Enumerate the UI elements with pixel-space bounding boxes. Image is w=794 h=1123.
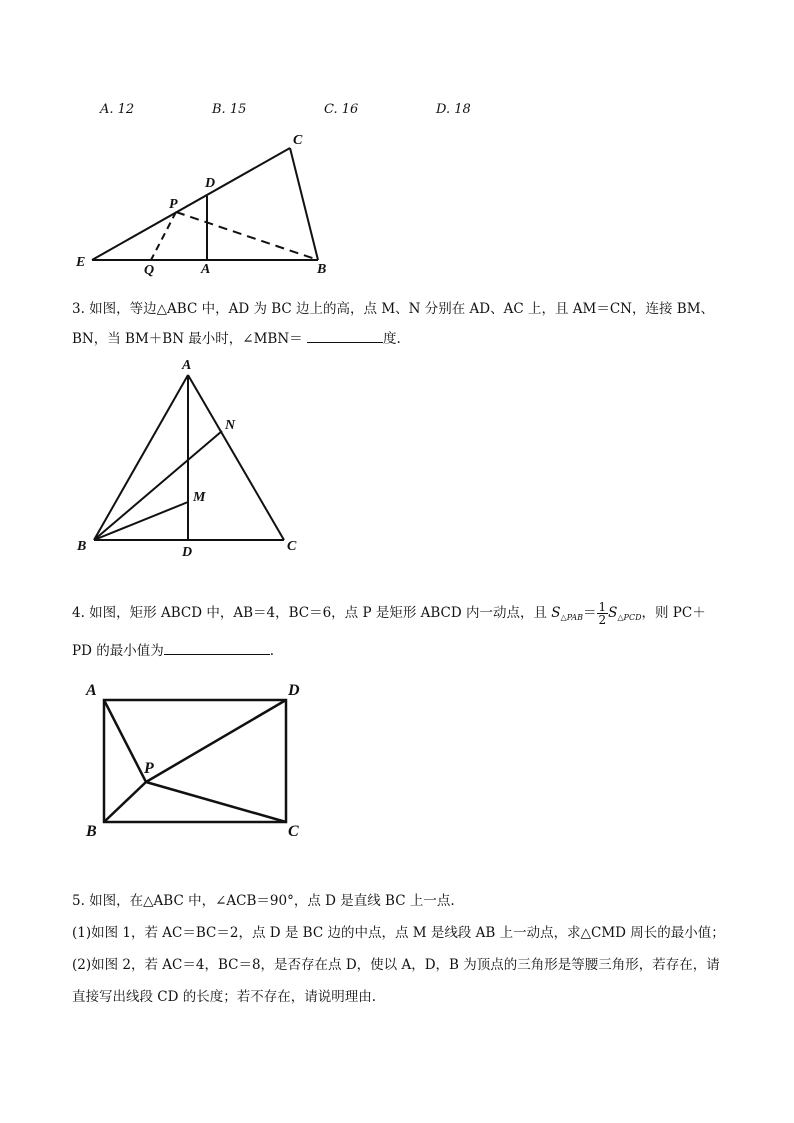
q3-label-n: N — [225, 418, 236, 433]
q4-label-b: B — [86, 823, 97, 840]
option-d: D. 18 — [436, 102, 471, 117]
option-a: A. 12 — [100, 102, 135, 117]
q5-line1: 5. 如图，在△ABC 中，∠ACB＝90°，点 D 是直线 BC 上一点. — [72, 893, 455, 909]
segment-pd — [146, 700, 286, 782]
q3-label-d: D — [182, 545, 193, 560]
fraction-numerator: 1 — [598, 600, 607, 614]
s-symbol-2: S — [608, 605, 618, 621]
q3-line2-suffix: 度. — [382, 331, 401, 347]
q3-line2-prefix: BN，当 BM＋BN 最小时，∠MBN＝ — [72, 331, 303, 347]
label-a: A — [201, 262, 211, 277]
q4-line2-prefix: PD 的最小值为 — [72, 643, 164, 659]
fraction-denominator: 2 — [598, 613, 607, 627]
q4-label-p: P — [144, 760, 154, 777]
q3-label-c: C — [287, 539, 297, 554]
rectangle-abcd — [104, 700, 286, 822]
segment-pc — [146, 782, 286, 822]
option-b: B. 15 — [212, 102, 247, 117]
label-b: B — [317, 262, 327, 277]
label-p: P — [169, 197, 178, 212]
q4-label-a: A — [86, 682, 97, 699]
q3-label-b: B — [77, 539, 87, 554]
q5-line4: 直接写出线段 CD 的长度；若不存在，请说明理由. — [72, 989, 377, 1005]
option-c: C. 16 — [324, 102, 359, 117]
q4-line1-prefix: 4. 如图，矩形 ABCD 中，AB＝4，BC＝6，点 P 是矩形 ABCD 内一动点，且 — [72, 605, 547, 621]
label-e: E — [76, 255, 86, 270]
label-d: D — [205, 176, 216, 191]
q4-line1-suffix: ，则 PC＋ — [641, 605, 706, 621]
q4-label-d: D — [288, 682, 300, 699]
s-symbol: S — [551, 605, 561, 621]
label-q: Q — [144, 263, 155, 278]
segment-ap — [104, 700, 146, 782]
equals-sign: ＝ — [583, 605, 597, 621]
segment-pb — [104, 782, 146, 822]
q3-label-a: A — [182, 358, 192, 373]
q5-line3: (2)如图 2，若 AC＝4，BC＝8，是否存在点 D，使以 A，D，B 为顶点的三角形是等腰三角形，若存在，请 — [72, 957, 720, 973]
s-subscript-pcd: △PCD — [617, 613, 642, 622]
q3-label-m: M — [193, 490, 206, 505]
label-c: C — [293, 133, 303, 148]
q4-label-c: C — [288, 823, 299, 840]
s-subscript-pab: △PAB — [560, 613, 584, 622]
q4-line2-suffix: . — [269, 643, 274, 659]
q5-line2: (1)如图 1，若 AC＝BC＝2，点 D 是 BC 边的中点，点 M 是线段 AB 上一动点，求△CMD 周长的最小值； — [72, 925, 725, 941]
q3-line1: 3. 如图，等边△ABC 中，AD 为 BC 边上的高，点 M、N 分别在 AD、AC 上，且 AM＝CN，连接 BM、 — [72, 301, 715, 317]
